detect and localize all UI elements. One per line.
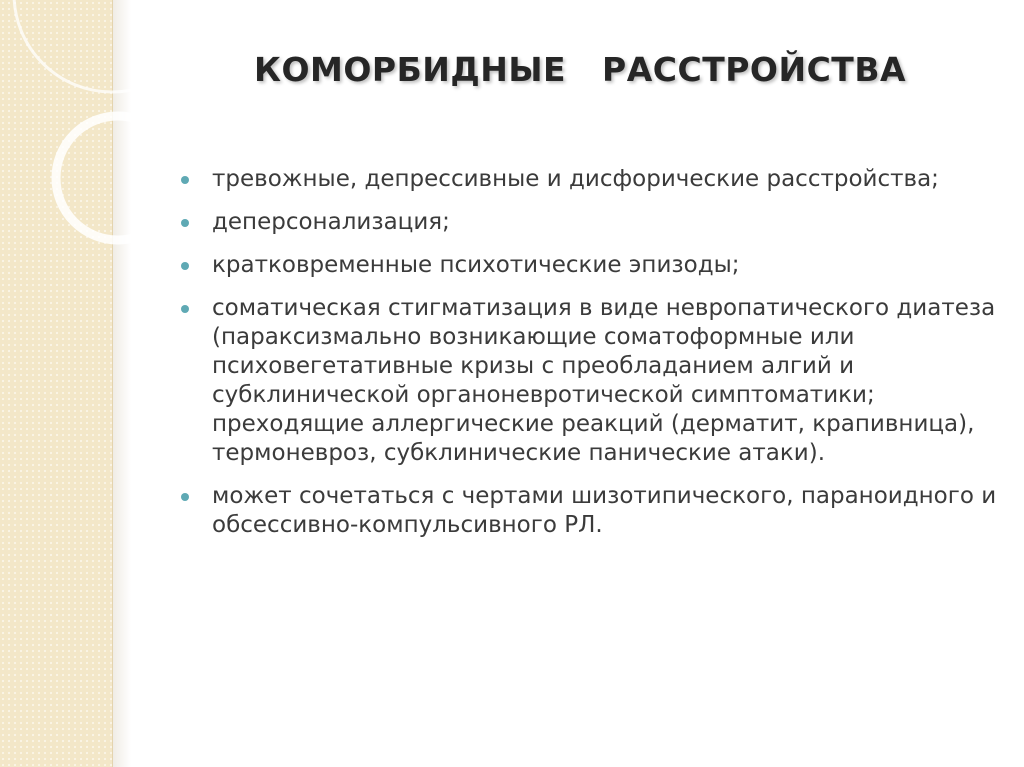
bullet-item bbox=[180, 482, 1000, 540]
ring-upper bbox=[14, 0, 140, 92]
bullet-item bbox=[180, 294, 1000, 468]
bullet-dot-icon bbox=[181, 176, 189, 184]
bullet-dot-icon bbox=[181, 219, 189, 227]
bullet-list bbox=[180, 165, 1000, 554]
bullet-text: соматическая стигматизация в виде невропатического диатеза (параксизмально возникающие соматоформные или психовегетативные кризы с преобладанием алгий и субклинической органоневротической симптоматики; преходящие аллергические реакций (дерматит, крапивница), термоневроз, субклинические панические атаки). bbox=[212, 295, 996, 466]
bullet-item bbox=[180, 208, 1000, 237]
bullet-item bbox=[180, 251, 1000, 280]
bullet-text: деперсонализация; bbox=[212, 209, 450, 235]
bullet-dot-icon bbox=[181, 262, 189, 270]
decorative-rings bbox=[0, 0, 140, 300]
bullet-text: может сочетаться с чертами шизотипического, параноидного и обсессивно-компульсивного РЛ. bbox=[212, 483, 997, 538]
slide-title: КОМОРБИДНЫЕ РАССТРОЙСТВА bbox=[253, 50, 907, 89]
bullet-item bbox=[180, 165, 1000, 194]
bullet-text: тревожные, депрессивные и дисфорические расстройства; bbox=[212, 166, 939, 192]
ring-lower bbox=[56, 116, 140, 240]
bullet-dot-icon bbox=[181, 305, 189, 313]
bullet-dot-icon bbox=[181, 493, 189, 501]
bullet-text: кратковременные психотические эпизоды; bbox=[212, 252, 740, 278]
